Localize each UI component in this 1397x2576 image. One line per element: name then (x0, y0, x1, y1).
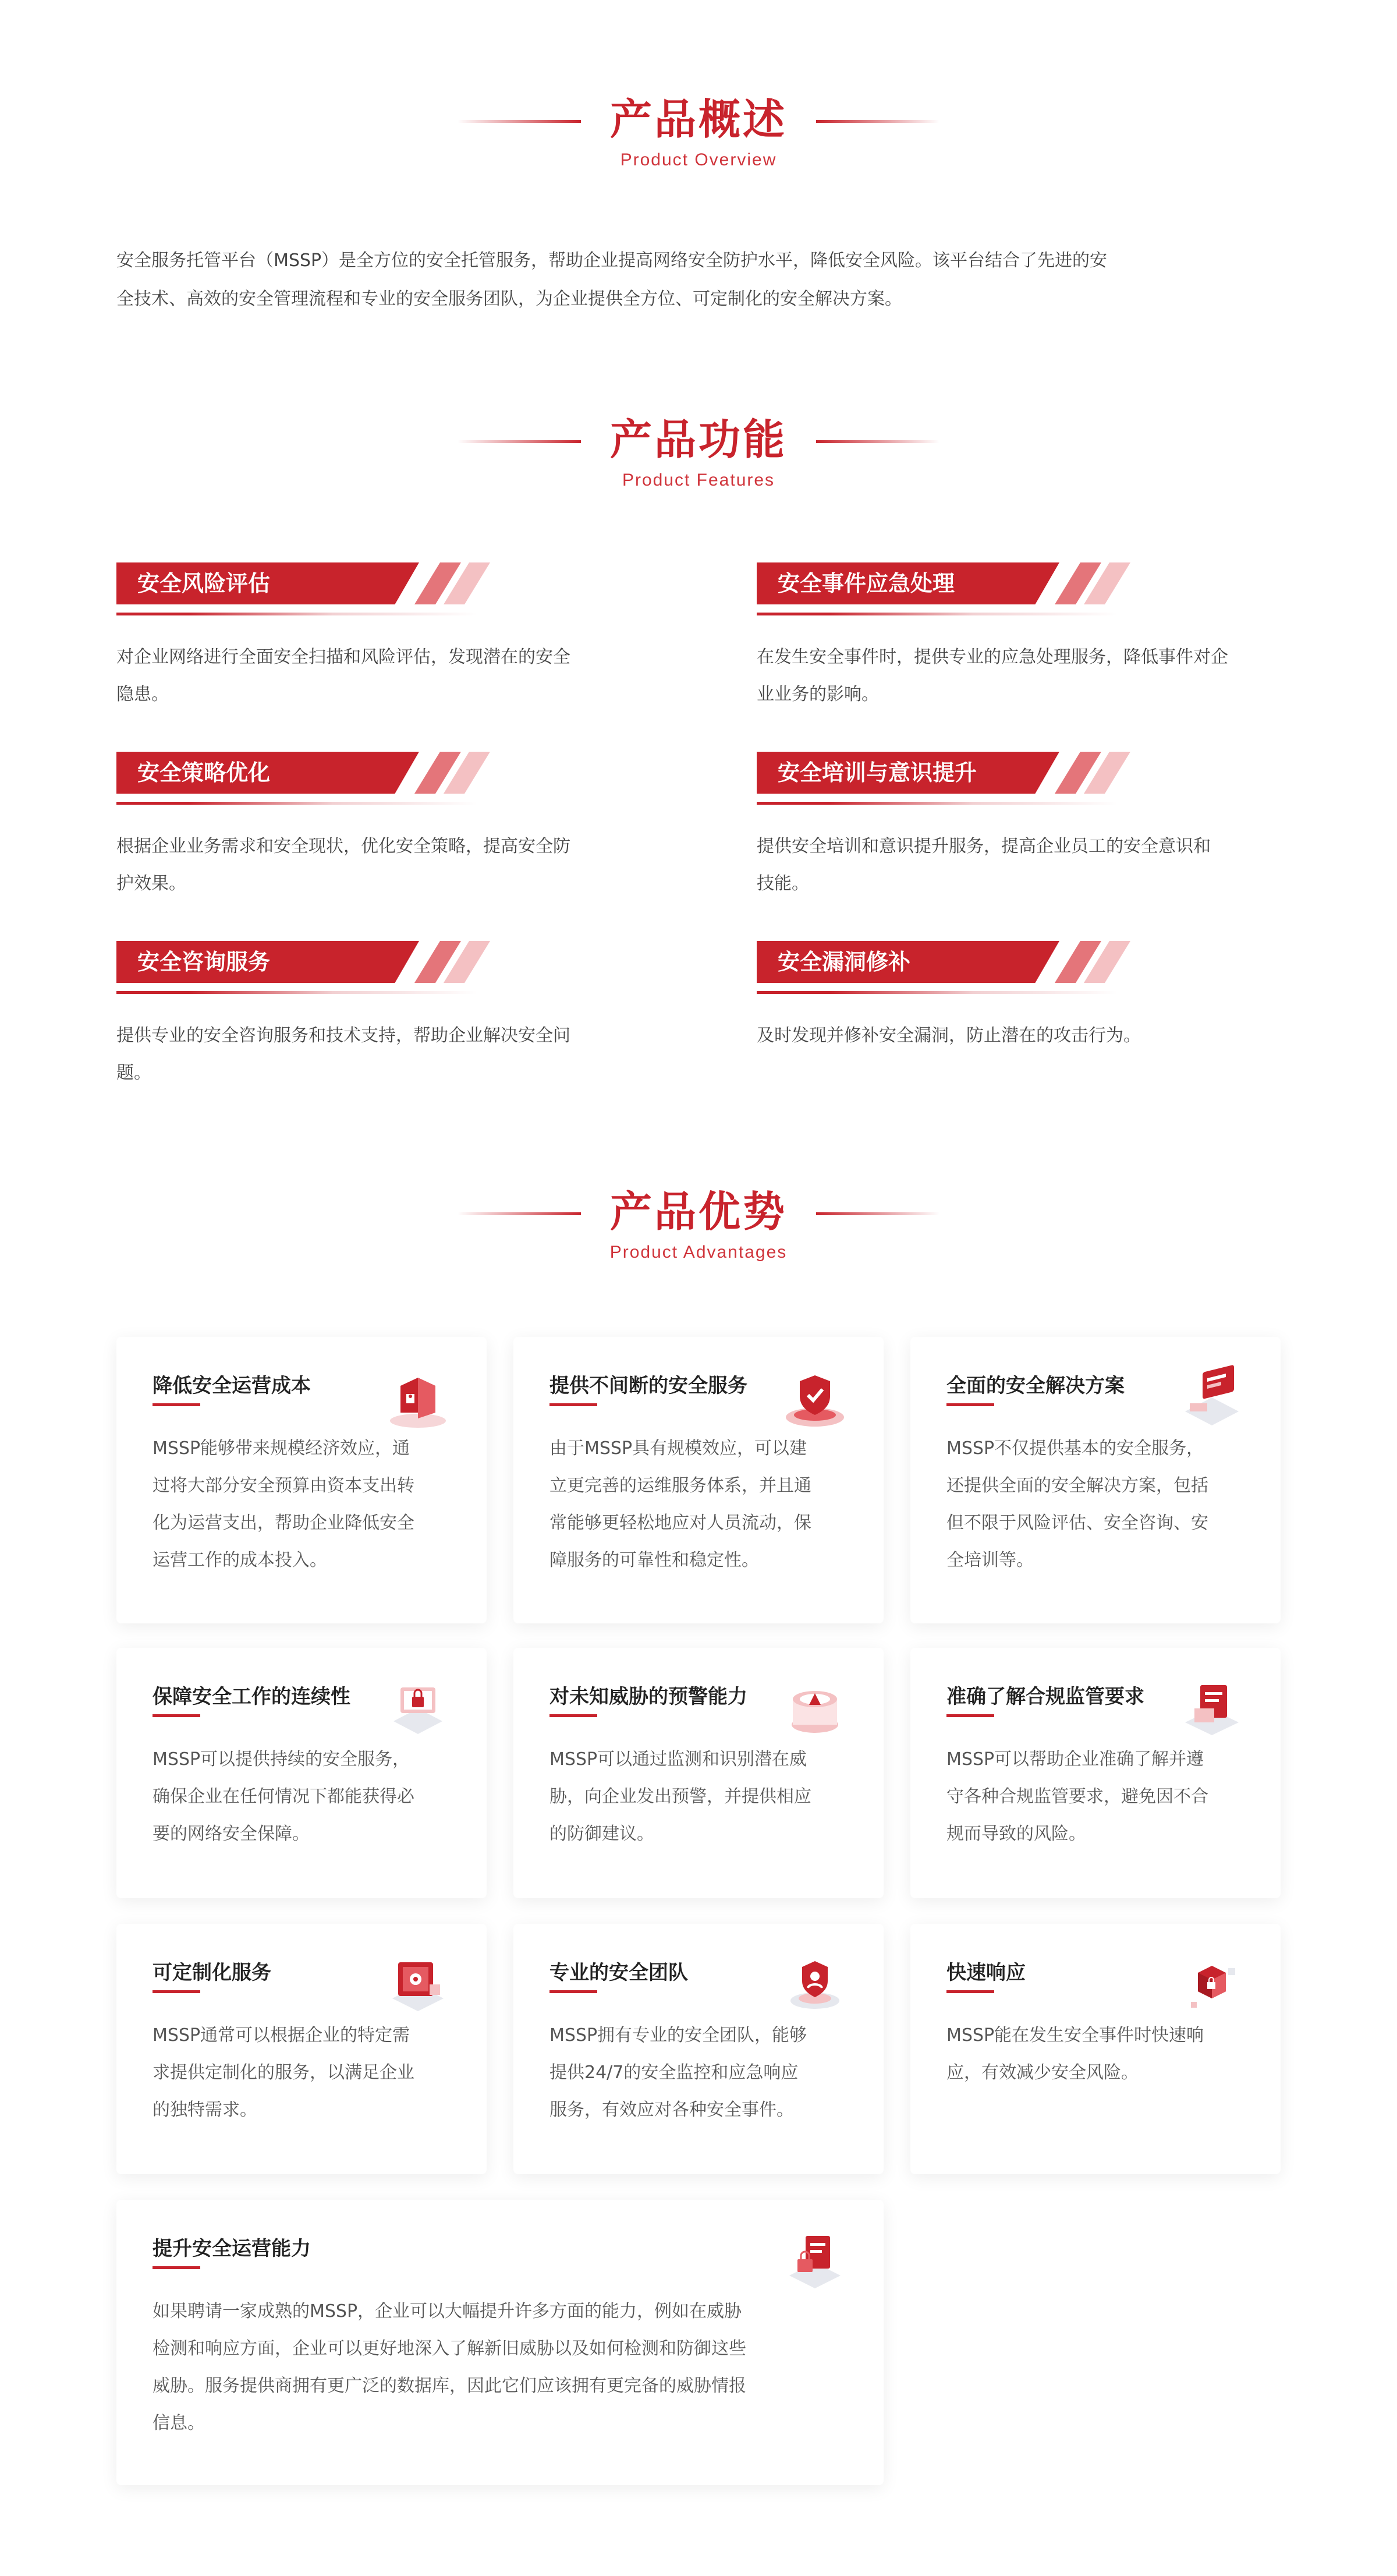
feature-desc: 提供安全培训和意识提升服务，提高企业员工的安全意识和 技能。 (757, 836, 1211, 894)
settings-panel-icon (383, 1949, 453, 2019)
title-line-left (458, 120, 581, 123)
advantage-card (910, 1648, 1281, 1898)
title-line-right (816, 120, 939, 123)
feature-underline (757, 991, 1118, 994)
overview-text-line: 全技术、高效的安全管理流程和专业的安全服务团队，为企业提供全方位、可定制化的安全解决方案。 (116, 289, 902, 309)
card-title-bar (153, 2266, 200, 2269)
card-title: 提升安全运营能力 (153, 2237, 311, 2260)
document-stack-icon (1177, 1673, 1247, 1743)
overview-text (116, 242, 1281, 319)
advantages-header (0, 1186, 1397, 1262)
card-title-bar (153, 1403, 200, 1406)
advantage-card (116, 1924, 487, 2174)
feature-item (116, 752, 640, 903)
card-title: 快速响应 (946, 1961, 1026, 1984)
card-desc: MSSP通常可以根据企业的特定需 求提供定制化的服务，以满足企业 的独特需求。 (153, 2025, 414, 2120)
feature-item (757, 941, 1281, 1055)
overview-title: 产品概述 (609, 95, 788, 144)
shield-icon (780, 1363, 850, 1432)
card-desc: 由于MSSP具有规模效应，可以建 立更完善的运维服务体系，并且通 常能够更轻松地应对人员流动，保 障服务的可靠性和稳定性。 (549, 1438, 811, 1570)
feature-title: 安全漏洞修补 (778, 949, 911, 975)
advantage-card (116, 1648, 487, 1898)
advantages-title: 产品优势 (609, 1187, 788, 1236)
monitor-lock-icon (383, 1673, 453, 1743)
card-title-bar (153, 1990, 200, 1993)
card-desc: MSSP能在发生安全事件时快速响 应，有效减少安全风险。 (946, 2025, 1204, 2083)
overview-header (0, 93, 1397, 170)
report-lock-icon (780, 2225, 850, 2295)
feature-desc: 在发生安全事件时，提供专业的应急处理服务，降低事件对企 业业务的影响。 (757, 647, 1228, 705)
feature-underline (116, 802, 477, 805)
card-title: 降低安全运营成本 (153, 1374, 311, 1397)
card-desc: MSSP可以提供持续的安全服务， 确保企业在任何情况下都能获得必 要的网络安全保障。 (153, 1749, 414, 1844)
building-lock-icon (383, 1363, 453, 1432)
card-title-bar (946, 1403, 994, 1406)
card-title-bar (946, 1990, 994, 1993)
features-title: 产品功能 (609, 415, 788, 464)
features-header (0, 413, 1397, 490)
feature-underline (757, 613, 1118, 615)
advantage-card (513, 1337, 884, 1623)
advantage-card (910, 1337, 1281, 1623)
advantage-card (116, 1337, 487, 1623)
feature-desc: 及时发现并修补安全漏洞，防止潜在的攻击行为。 (757, 1025, 1141, 1046)
feature-underline (757, 802, 1118, 805)
advantages-subtitle: Product Advantages (609, 1243, 788, 1262)
feature-underline (116, 991, 477, 994)
card-title: 专业的安全团队 (549, 1961, 688, 1984)
server-card-icon (1177, 1363, 1247, 1432)
alert-cylinder-icon (780, 1673, 850, 1743)
feature-title: 安全策略优化 (137, 760, 271, 785)
card-title: 对未知威胁的预警能力 (549, 1685, 747, 1708)
card-desc: MSSP能够带来规模经济效应，通 过将大部分安全预算由资本支出转 化为运营支出，帮助企业降低安全 运营工作的成本投入。 (153, 1438, 414, 1570)
card-title: 准确了解合规监管要求 (946, 1685, 1144, 1708)
card-title: 可定制化服务 (153, 1961, 271, 1984)
advantage-card (116, 2200, 884, 2485)
overview-subtitle: Product Overview (620, 150, 777, 169)
card-title: 提供不间断的安全服务 (549, 1374, 747, 1397)
feature-desc: 根据企业业务需求和安全现状，优化安全策略，提高安全防 护效果。 (116, 836, 570, 894)
feature-title: 安全事件应急处理 (778, 571, 955, 596)
feature-underline (116, 613, 477, 615)
feature-desc: 对企业网络进行全面安全扫描和风险评估，发现潜在的安全 隐患。 (116, 647, 570, 705)
feature-title: 安全培训与意识提升 (778, 760, 977, 785)
title-line-right (816, 1212, 939, 1215)
card-title-bar (153, 1714, 200, 1717)
card-desc: MSSP可以通过监测和识别潜在威 胁，向企业发出预警，并提供相应 的防御建议。 (549, 1749, 811, 1844)
card-title: 全面的安全解决方案 (946, 1374, 1125, 1397)
feature-item (757, 752, 1281, 903)
card-desc: MSSP可以帮助企业准确了解并遵 守各种合规监管要求，避免因不合 规而导致的风险。 (946, 1749, 1208, 1844)
card-title: 保障安全工作的连续性 (153, 1685, 350, 1708)
title-line-right (816, 440, 939, 443)
features-subtitle: Product Features (622, 470, 775, 490)
title-line-left (458, 440, 581, 443)
card-desc: 如果聘请一家成熟的MSSP，企业可以大幅提升许多方面的能力，例如在威胁 检测和响应方面，企业可以更好地深入了解新旧威胁以及如何检测和防御这些 威胁。服务提供商拥有更广泛的数据库，因此它们应该拥有更完备的威胁情报 信息。 (153, 2301, 746, 2433)
feature-title: 安全风险评估 (137, 571, 271, 596)
card-title-bar (549, 1990, 597, 1993)
card-title-bar (549, 1714, 597, 1717)
cube-lock-icon (1177, 1949, 1247, 2019)
feature-item (116, 941, 640, 1092)
feature-item (757, 562, 1281, 713)
advantage-card (513, 1648, 884, 1898)
card-title-bar (549, 1403, 597, 1406)
title-line-left (458, 1212, 581, 1215)
advantage-card (513, 1924, 884, 2174)
card-title-bar (946, 1714, 994, 1717)
card-desc: MSSP拥有专业的安全团队，能够 提供24/7的安全监控和应急响应 服务，有效应对各种安全事件。 (549, 2025, 807, 2120)
card-desc: MSSP不仅提供基本的安全服务， 还提供全面的安全解决方案，包括 但不限于风险评估、安全咨询、安 全培训等。 (946, 1438, 1208, 1570)
overview-text-line: 安全服务托管平台（MSSP）是全方位的安全托管服务，帮助企业提高网络安全防护水平，降低安全风险。该平台结合了先进的安 (116, 250, 1108, 271)
team-badge-icon (780, 1949, 850, 2019)
feature-item (116, 562, 640, 713)
feature-desc: 提供专业的安全咨询服务和技术支持，帮助企业解决安全问 题。 (116, 1025, 570, 1083)
advantage-card (910, 1924, 1281, 2174)
feature-title: 安全咨询服务 (137, 949, 271, 975)
